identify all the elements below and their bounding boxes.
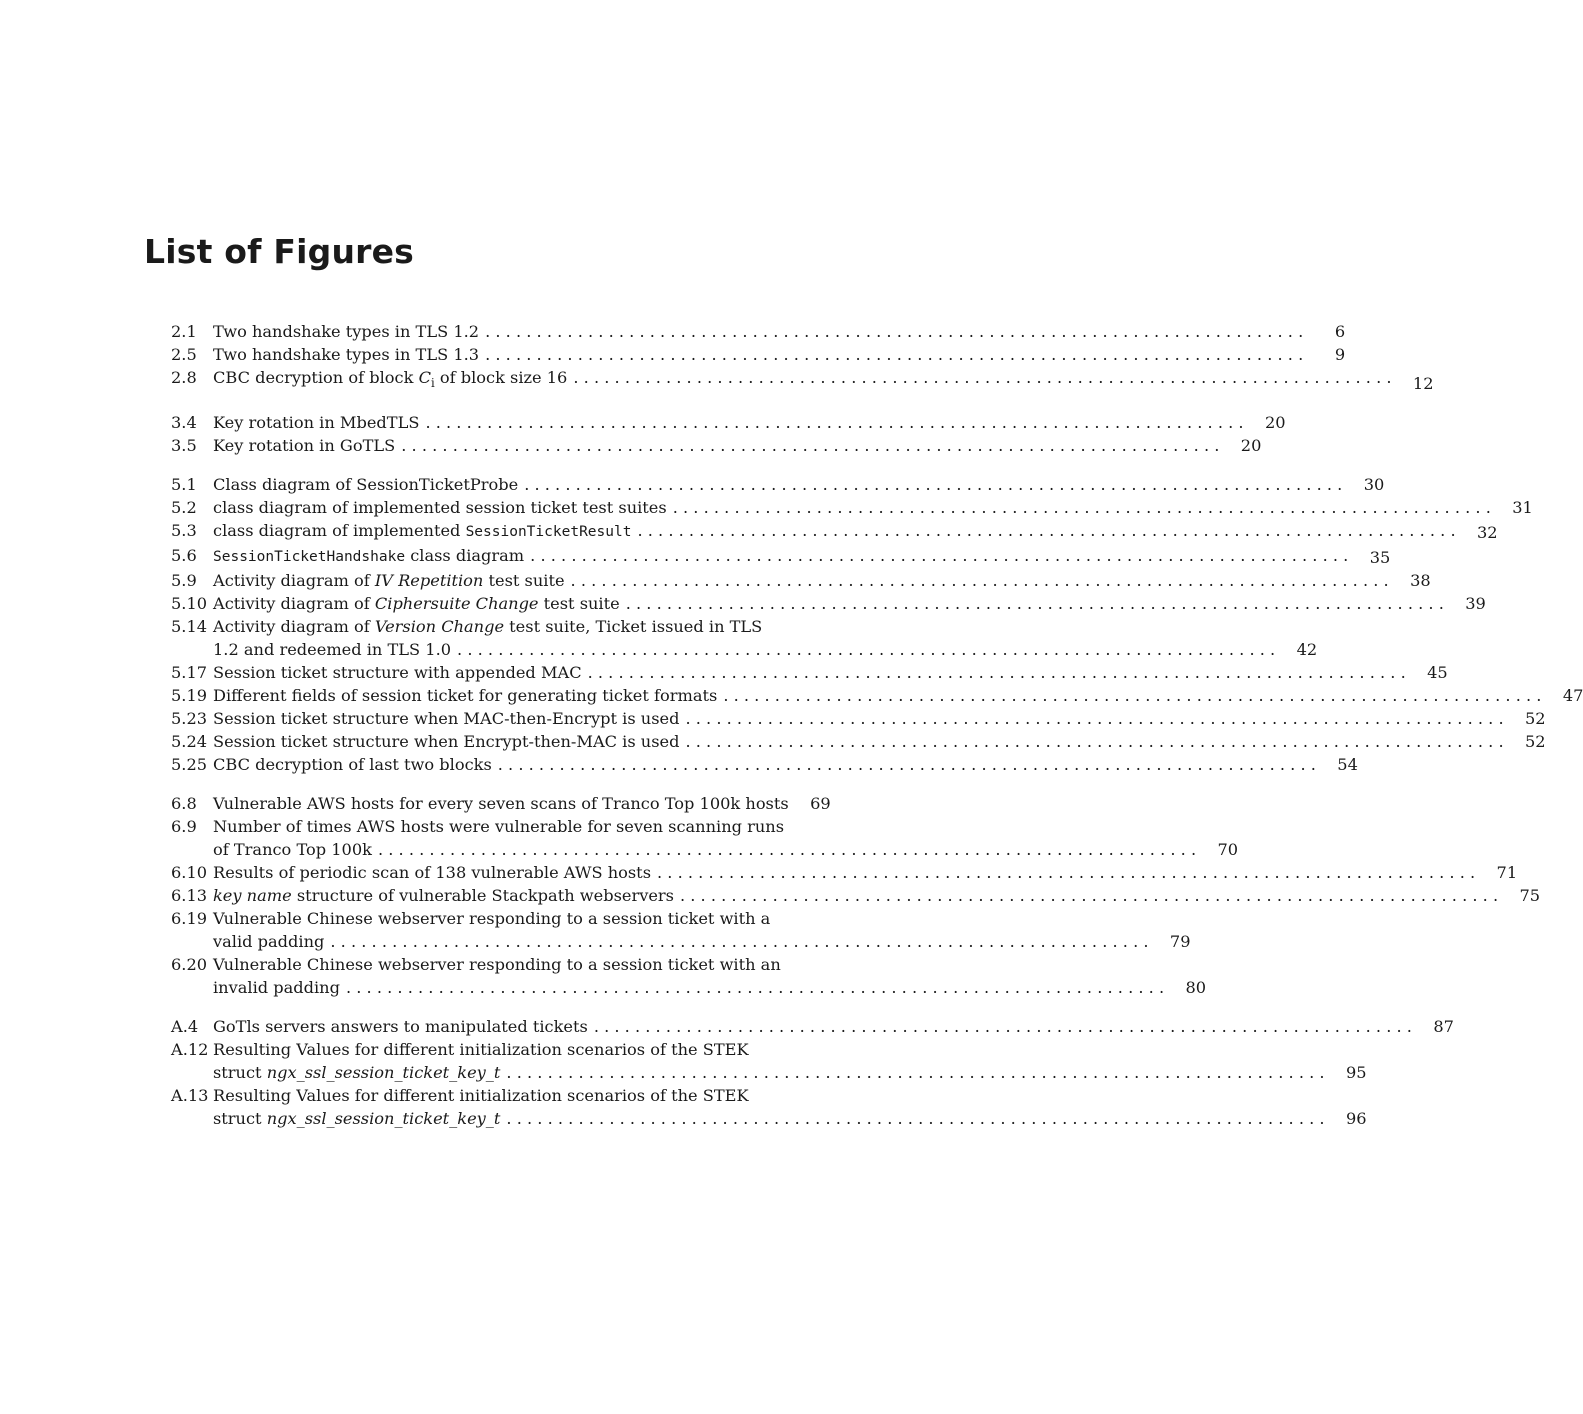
entry-text-segment: invalid padding <box>213 978 340 998</box>
dot-leader: . . . . . . . . . . . . . . . . . . . . . . . . . . . . . . . . . . . . . . . . . . . . . . . . . . . . . . . . . . . . . . . . . . . . . . . . . . . . . . . . <box>345 978 1165 998</box>
figure-number: 3.4 <box>171 413 197 433</box>
figure-entry[interactable] <box>171 411 1286 434</box>
page-number: 75 <box>1519 886 1541 906</box>
figure-caption <box>213 707 1504 730</box>
page-number: 87 <box>1433 1017 1454 1037</box>
figure-number: A.12 <box>171 1040 209 1060</box>
caption-last-line <box>213 411 1244 434</box>
dot-leader: . . . . . . . . . . . . . . . . . . . . . . . . . . . . . . . . . . . . . . . . . . . . . . . . . . . . . . . . . . . . . . . . . . . . . . . . . . . . . . . . <box>330 932 1149 952</box>
dot-leader: . . . . . . . . . . . . . . . . . . . . . . . . . . . . . . . . . . . . . . . . . . . . . . . . . . . . . . . . . . . . . . . . . . . . . . . . . . . . . . . . <box>506 1109 1325 1129</box>
figure-number: 5.6 <box>171 546 197 566</box>
entry-text-segment: CBC decryption of block <box>213 368 419 387</box>
figure-caption <box>213 473 1342 496</box>
figure-caption <box>213 592 1444 615</box>
caption-last-line <box>213 592 1444 615</box>
entry-text-segment: Key rotation in MbedTLS <box>213 413 420 433</box>
figure-caption <box>213 730 1504 753</box>
dot-leader: . . . . . . . . . . . . . . . . . . . . . . . . . . . . . . . . . . . . . . . . . . . . . . . . . . . . . . . . . . . . . . . . . . . . . . . . . . . . . . . . <box>425 413 1244 433</box>
dot-leader: . . . . . . . . . . . . . . . . . . . . . . . . . . . . . . . . . . . . . . . . . . . . . . . . . . . . . . . . . . . . . . . . . . . . . . . . . . . . . . . . <box>625 594 1444 614</box>
figure-entry[interactable] <box>171 473 1385 496</box>
entry-text-segment: class diagram <box>405 546 525 566</box>
figure-caption <box>213 496 1491 519</box>
entry-text-segment: class diagram of implemented session ticket test suites <box>213 498 667 518</box>
dot-leader: . . . . . . . . . . . . . . . . . . . . . . . . . . . . . . . . . . . . . . . . . . . . . . . . . . . . . . . . . . . . . . . . . . . . . . . . . . . . . . . . <box>524 475 1343 495</box>
figure-caption <box>213 753 1316 776</box>
figure-number: 5.9 <box>171 571 197 591</box>
dot-leader: . . . . . . . . . . . . . . . . . . . . . . . . . . . . . . . . . . . . . . . . . . . . . . . . . . . . . . . . . . . . . . . . . . . . . . . . . . . . . . . . <box>530 546 1349 566</box>
figure-number: 5.1 <box>171 475 197 495</box>
figure-caption <box>213 815 1196 861</box>
page-number: 39 <box>1465 594 1486 614</box>
caption-last-line <box>213 1061 1325 1084</box>
entry-text-segment: Different fields of session ticket for generating ticket formats <box>213 686 718 706</box>
entry-text-segment: Activity diagram of <box>213 617 375 637</box>
figure-entry[interactable] <box>171 684 1583 707</box>
page-title: List of Figures <box>144 232 415 271</box>
page-number: 31 <box>1512 498 1533 518</box>
figure-number: 5.17 <box>171 663 208 683</box>
figure-entry[interactable] <box>171 1015 1454 1038</box>
figure-caption <box>213 953 1164 999</box>
figure-entry[interactable] <box>171 496 1533 519</box>
entry-text-segment: 1.2 and redeemed in TLS 1.0 <box>213 640 452 660</box>
figure-caption <box>213 884 1498 907</box>
figure-number: 3.5 <box>171 436 197 456</box>
figure-caption <box>213 861 1475 884</box>
dot-leader: . . . . . . . . . . . . . . . . . . . . . . . . . . . . . . . . . . . . . . . . . . . . . . . . . . . . . . . . . . . . . . . . . . . . . . . . . . . . . . . . <box>485 345 1304 364</box>
figure-caption <box>213 1015 1412 1038</box>
entry-text-segment: Version Change <box>374 617 505 637</box>
figure-number: 2.8 <box>171 368 197 387</box>
entry-text-segment: Session ticket structure when Encrypt-then-MAC is used <box>213 732 680 752</box>
figure-entry[interactable] <box>171 1084 1367 1130</box>
figure-number: 5.23 <box>171 709 208 729</box>
caption-last-line <box>213 838 1196 861</box>
entry-text-segment: key name <box>213 886 292 906</box>
caption-last-line <box>213 366 1392 395</box>
dot-leader: . . . . . . . . . . . . . . . . . . . . . . . . . . . . . . . . . . . . . . . . . . . . . . . . . . . . . . . . . . . . . . . . . . . . . . . . . . . . . . . . <box>657 863 1476 883</box>
figure-entry[interactable] <box>171 434 1262 457</box>
caption-line <box>213 1084 1325 1107</box>
entry-text-segment: i <box>430 376 435 391</box>
entry-text-segment: SessionTicketResult <box>465 524 632 541</box>
figure-entry[interactable] <box>171 320 1346 343</box>
entry-text-segment: SessionTicketHandshake <box>213 549 406 566</box>
page-number: 32 <box>1476 523 1498 543</box>
figure-caption <box>213 615 1275 661</box>
figure-caption <box>213 411 1244 434</box>
caption-last-line <box>213 638 1275 661</box>
figure-list <box>171 320 1583 1146</box>
dot-leader: . . . . . . . . . . . . . . . . . . . . . . . . . . . . . . . . . . . . . . . . . . . . . . . . . . . . . . . . . . . . . . . . . . . . . . . . . . . . . . . . <box>679 886 1499 906</box>
figure-caption <box>213 544 1348 569</box>
figure-caption <box>213 343 1303 366</box>
caption-last-line <box>213 684 1541 707</box>
entry-text-segment: Resulting Values for different initialization scenarios of the STEK <box>213 1086 749 1106</box>
dot-leader: . . . . . . . . . . . . . . . . . . . . . . . . . . . . . . . . . . . . . . . . . . . . . . . . . . . . . . . . . . . . . . . . . . . . . . . . . . . . . . . . <box>401 436 1220 456</box>
entry-text-segment: Results of periodic scan of 138 vulnerable AWS hosts <box>213 863 651 883</box>
page-number: 52 <box>1525 732 1546 752</box>
entry-text-segment: test suite <box>538 594 620 614</box>
page-number: 96 <box>1345 1109 1367 1129</box>
page-number: 79 <box>1169 932 1191 952</box>
entry-text-segment: Activity diagram of <box>213 571 375 591</box>
caption-last-line <box>213 1107 1325 1130</box>
figure-entry[interactable] <box>171 884 1541 907</box>
figure-number: 2.5 <box>171 345 197 364</box>
dot-leader: . . . . . . . . . . . . . . . . . . . . . . . . . . . . . . . . . . . . . . . . . . . . . . . . . . . . . . . . . . . . . . . . . . . . . . . . . . . . . . . . <box>593 1017 1412 1037</box>
page-number: 70 <box>1217 840 1239 860</box>
caption-last-line <box>213 569 1389 592</box>
page-number: 47 <box>1562 686 1583 706</box>
figure-entry[interactable] <box>171 730 1546 753</box>
entry-text-segment: Two handshake types in TLS 1.2 <box>213 322 480 341</box>
figure-number: 5.24 <box>171 732 208 752</box>
dot-leader: . . . . . . . . . . . . . . . . . . . . . . . . . . . . . . . . . . . . . . . . . . . . . . . . . . . . . . . . . . . . . . . . . . . . . . . . . . . . . . . . <box>685 709 1504 729</box>
figure-caption <box>213 661 1406 684</box>
entry-text-segment: IV Repetition <box>374 571 484 591</box>
figure-group <box>171 411 1286 457</box>
dot-leader: . . . . . . . . . . . . . . . . . . . . . . . . . . . . . . . . . . . . . . . . . . . . . . . . . . . . . . . . . . . . . . . . . . . . . . . . . . . . . . . . <box>570 571 1389 591</box>
figure-entry[interactable] <box>171 661 1448 684</box>
page-number: 42 <box>1296 640 1318 660</box>
figure-entry[interactable] <box>171 792 831 815</box>
figure-number: 5.10 <box>171 594 208 614</box>
figure-number: 6.9 <box>171 817 197 837</box>
entry-text-segment: Activity diagram of <box>213 594 375 614</box>
entry-text-segment: of Tranco Top 100k <box>213 840 372 860</box>
caption-line <box>213 1038 1325 1061</box>
caption-last-line <box>213 496 1491 519</box>
page-number: 12 <box>1412 374 1434 394</box>
figure-group <box>171 473 1583 776</box>
page-number: 30 <box>1363 475 1385 495</box>
figure-entry[interactable] <box>171 953 1207 999</box>
caption-line <box>213 815 1196 838</box>
entry-text-segment: C <box>418 368 431 387</box>
page-number: 52 <box>1525 709 1546 729</box>
caption-last-line <box>213 544 1348 569</box>
entry-text-segment: test suite <box>483 571 565 591</box>
figure-number: 6.8 <box>171 794 197 814</box>
caption-last-line <box>213 884 1498 907</box>
caption-last-line <box>213 519 1456 544</box>
figure-number: 6.20 <box>171 955 208 975</box>
caption-line <box>213 953 1164 976</box>
entry-text-segment: CBC decryption of last two blocks <box>213 755 492 775</box>
dot-leader: . . . . . . . . . . . . . . . . . . . . . . . . . . . . . . . . . . . . . . . . . . . . . . . . . . . . . . . . . . . . . . . . . . . . . . . . . . . . . . . . <box>497 755 1316 775</box>
entry-text-segment: structure of vulnerable Stackpath webservers <box>291 886 674 906</box>
dot-leader: . . . . . . . . . . . . . . . . . . . . . . . . . . . . . . . . . . . . . . . . . . . . . . . . . . . . . . . . . . . . . . . . . . . . . . . . . . . . . . . . <box>637 521 1456 541</box>
page-number: 20 <box>1264 413 1286 433</box>
dot-leader: . . . . . . . . . . . . . . . . . . . . . . . . . . . . . . . . . . . . . . . . . . . . . . . . . . . . . . . . . . . . . . . . . . . . . . . . . . . . . . . . <box>506 1063 1325 1083</box>
entry-text-segment: valid padding <box>213 932 325 952</box>
figure-caption <box>213 320 1303 343</box>
figure-caption <box>213 792 789 815</box>
figure-caption <box>213 1038 1325 1084</box>
dot-leader: . . . . . . . . . . . . . . . . . . . . . . . . . . . . . . . . . . . . . . . . . . . . . . . . . . . . . . . . . . . . . . . . . . . . . . . . . . . . . . . . <box>457 640 1276 660</box>
caption-last-line <box>213 320 1303 343</box>
entry-text-segment: Two handshake types in TLS 1.3 <box>213 345 480 364</box>
caption-last-line <box>213 343 1303 366</box>
page-number: 35 <box>1369 548 1391 568</box>
caption-last-line <box>213 434 1219 457</box>
entry-text-segment: GoTls servers answers to manipulated tickets <box>213 1017 588 1037</box>
figure-number: 5.19 <box>171 686 208 706</box>
dot-leader: . . . . . . . . . . . . . . . . . . . . . . . . . . . . . . . . . . . . . . . . . . . . . . . . . . . . . . . . . . . . . . . . . . . . . . . . . . . . . . . . <box>377 840 1197 860</box>
figure-entry[interactable] <box>171 592 1486 615</box>
figure-group <box>171 792 1541 999</box>
caption-last-line <box>213 976 1164 999</box>
entry-text-segment: Resulting Values for different initialization scenarios of the STEK <box>213 1040 749 1060</box>
figure-number: 6.19 <box>171 909 208 929</box>
caption-last-line <box>213 930 1149 953</box>
entry-text-segment: Key rotation in GoTLS <box>213 436 396 456</box>
page-number: 9 <box>1334 345 1346 364</box>
dot-leader: . . . . . . . . . . . . . . . . . . . . . . . . . . . . . . . . . . . . . . . . . . . . . . . . . . . . . . . . . . . . . . . . . . . . . . . . . . . . . . . . <box>485 322 1304 341</box>
figure-caption <box>213 684 1541 707</box>
entry-text-segment: struct <box>213 1109 267 1129</box>
dot-leader: . . . . . . . . . . . . . . . . . . . . . . . . . . . . . . . . . . . . . . . . . . . . . . . . . . . . . . . . . . . . . . . . . . . . . . . . . . . . . . . . <box>685 732 1504 752</box>
caption-last-line <box>213 473 1342 496</box>
entry-text-segment: ngx_ssl_session_ticket_key_t <box>266 1109 501 1129</box>
caption-last-line <box>213 730 1504 753</box>
page-number: 45 <box>1427 663 1448 683</box>
caption-last-line <box>213 792 789 815</box>
figure-caption <box>213 907 1149 953</box>
caption-last-line <box>213 1015 1412 1038</box>
figure-number: 5.3 <box>171 521 197 541</box>
entry-text-segment: Number of times AWS hosts were vulnerable for seven scanning runs <box>213 817 785 837</box>
entry-text-segment: ngx_ssl_session_ticket_key_t <box>266 1063 501 1083</box>
figure-entry[interactable] <box>171 707 1546 730</box>
figure-entry[interactable] <box>171 544 1391 569</box>
page-number: 38 <box>1410 571 1431 591</box>
entry-text-segment: Vulnerable Chinese webserver responding to a session ticket with an <box>213 955 781 975</box>
figure-number: 6.10 <box>171 863 208 883</box>
dot-leader: . . . . . . . . . . . . . . . . . . . . . . . . . . . . . . . . . . . . . . . . . . . . . . . . . . . . . . . . . . . . . . . . . . . . . . . . . . . . . . . . <box>587 663 1406 683</box>
entry-text-segment: Session ticket structure with appended MAC <box>213 663 582 683</box>
figure-entry[interactable] <box>171 1038 1367 1084</box>
entry-text-segment: class diagram of implemented <box>213 521 466 541</box>
entry-text-segment: Session ticket structure when MAC-then-Encrypt is used <box>213 709 680 729</box>
figure-caption <box>213 519 1456 544</box>
dot-leader: . . . . . . . . . . . . . . . . . . . . . . . . . . . . . . . . . . . . . . . . . . . . . . . . . . . . . . . . . . . . . . . . . . . . . . . . . . . . . . . . <box>672 498 1491 518</box>
figure-number: 5.25 <box>171 755 208 775</box>
figure-entry[interactable] <box>171 343 1346 366</box>
caption-line <box>213 907 1149 930</box>
caption-last-line <box>213 861 1475 884</box>
entry-text-segment: Class diagram of SessionTicketProbe <box>213 475 519 495</box>
figure-number: A.13 <box>171 1086 209 1106</box>
page-number: 20 <box>1240 436 1262 456</box>
page-number: 95 <box>1345 1063 1367 1083</box>
caption-last-line <box>213 661 1406 684</box>
caption-last-line <box>213 753 1316 776</box>
figure-caption <box>213 569 1389 592</box>
figure-entry[interactable] <box>171 569 1431 592</box>
entry-text-segment: Vulnerable AWS hosts for every seven scans of Tranco Top 100k hosts <box>213 794 789 814</box>
entry-text-segment: struct <box>213 1063 267 1083</box>
entry-text-segment: Vulnerable Chinese webserver responding to a session ticket with a <box>213 909 771 929</box>
figure-entry[interactable] <box>171 815 1239 861</box>
caption-line <box>213 615 1275 638</box>
entry-text-segment: Ciphersuite Change <box>374 594 539 614</box>
figure-group <box>171 320 1434 395</box>
page-number: 80 <box>1185 978 1207 998</box>
figure-group <box>171 1015 1454 1130</box>
figure-entry[interactable] <box>171 907 1191 953</box>
caption-last-line <box>213 707 1504 730</box>
page-number: 69 <box>810 794 831 814</box>
figure-number: A.4 <box>171 1017 199 1037</box>
figure-caption <box>213 434 1219 457</box>
figure-number: 2.1 <box>171 322 197 341</box>
dot-leader: . . . . . . . . . . . . . . . . . . . . . . . . . . . . . . . . . . . . . . . . . . . . . . . . . . . . . . . . . . . . . . . . . . . . . . . . . . . . . . . . <box>723 686 1542 706</box>
figure-number: 5.14 <box>171 617 208 637</box>
figure-number: 5.2 <box>171 498 197 518</box>
figure-entry[interactable] <box>171 753 1358 776</box>
page-number: 54 <box>1337 755 1358 775</box>
figure-caption <box>213 1084 1325 1130</box>
page-number: 6 <box>1334 322 1346 341</box>
figure-caption <box>213 366 1392 395</box>
entry-text-segment: test suite, Ticket issued in TLS <box>504 617 763 637</box>
page-number: 71 <box>1496 863 1518 883</box>
figure-entry[interactable] <box>171 366 1434 395</box>
entry-text-segment: of block size 16 <box>434 368 568 387</box>
figure-entry[interactable] <box>171 615 1318 661</box>
dot-leader: . . . . . . . . . . . . . . . . . . . . . . . . . . . . . . . . . . . . . . . . . . . . . . . . . . . . . . . . . . . . . . . . . . . . . . . . . . . . . . . . <box>573 368 1392 387</box>
figure-number: 6.13 <box>171 886 208 906</box>
figure-entry[interactable] <box>171 861 1518 884</box>
figure-entry[interactable] <box>171 519 1498 544</box>
